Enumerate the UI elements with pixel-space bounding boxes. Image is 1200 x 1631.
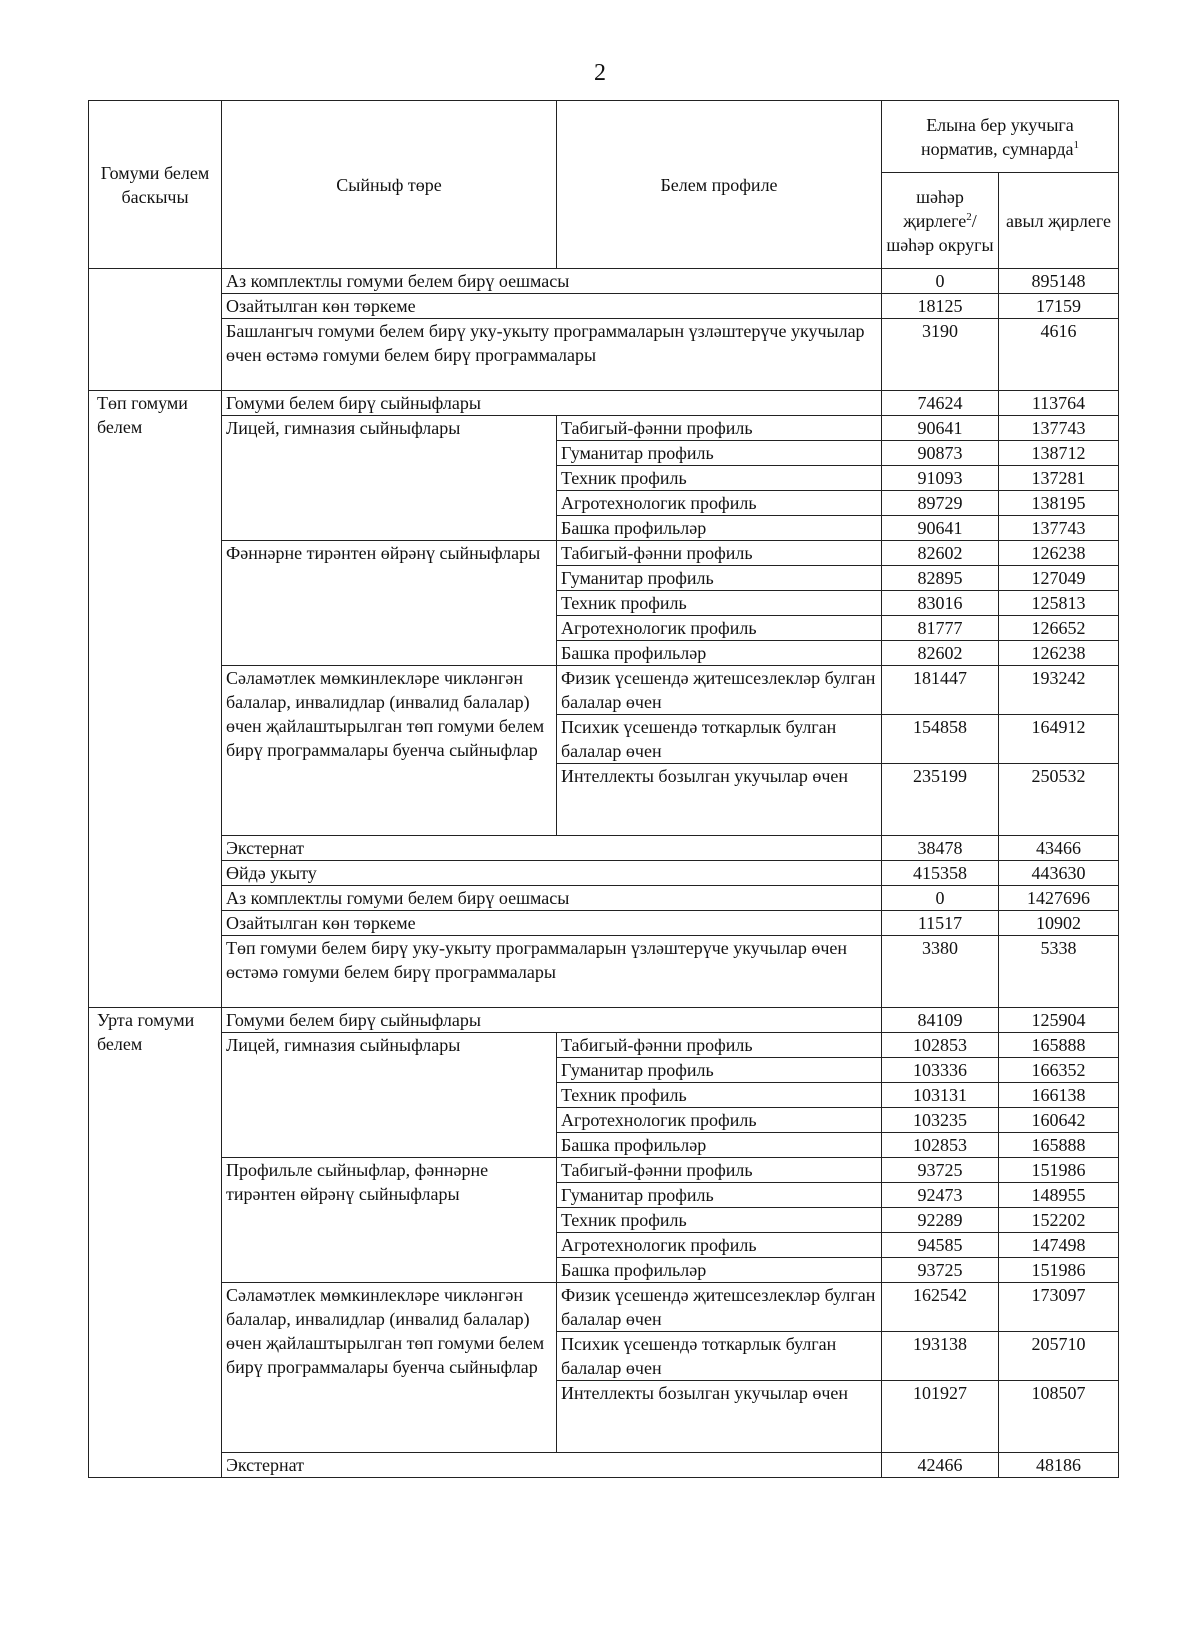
table-row xyxy=(89,1158,1119,1183)
rural-value: 126652 xyxy=(999,616,1119,641)
table-row xyxy=(89,1033,1119,1058)
urban-value: 154858 xyxy=(882,715,999,764)
header-profile: Белем профиле xyxy=(557,101,882,269)
rural-value: 164912 xyxy=(999,715,1119,764)
profile-cell: Агротехнологик профиль xyxy=(557,1233,882,1258)
class-type-cell: Лицей, гимназия сыйныфлары xyxy=(222,1033,557,1158)
urban-value: 90641 xyxy=(882,416,999,441)
profile-cell: Башка профильләр xyxy=(557,1258,882,1283)
profile-cell: Табигый-фәнни профиль xyxy=(557,416,882,441)
rural-value: 43466 xyxy=(999,836,1119,861)
table-row xyxy=(89,1008,1119,1033)
profile-cell: Табигый-фәнни профиль xyxy=(557,541,882,566)
rural-value: 166138 xyxy=(999,1083,1119,1108)
urban-value: 82602 xyxy=(882,641,999,666)
rural-value: 137743 xyxy=(999,416,1119,441)
table-row xyxy=(89,391,1119,416)
rural-value: 126238 xyxy=(999,541,1119,566)
urban-value: 415358 xyxy=(882,861,999,886)
rural-value: 165888 xyxy=(999,1033,1119,1058)
profile-cell: Техник профиль xyxy=(557,591,882,616)
header-norm xyxy=(882,101,1119,173)
profile-cell: Интеллекты бозылган укучылар өчен xyxy=(557,1381,882,1453)
rural-value: 193242 xyxy=(999,666,1119,715)
profile-cell: Гуманитар профиль xyxy=(557,1058,882,1083)
rural-value: 895148 xyxy=(999,269,1119,294)
rural-value: 166352 xyxy=(999,1058,1119,1083)
rural-value: 138712 xyxy=(999,441,1119,466)
profile-cell: Агротехнологик профиль xyxy=(557,491,882,516)
table-row xyxy=(89,836,1119,861)
rural-value: 148955 xyxy=(999,1183,1119,1208)
rural-value: 250532 xyxy=(999,764,1119,836)
profile-cell: Табигый-фәнни профиль xyxy=(557,1158,882,1183)
class-type-cell: Гомуми белем бирү сыйныфлары xyxy=(222,391,882,416)
urban-value: 93725 xyxy=(882,1158,999,1183)
class-type-cell: Экстернат xyxy=(222,1453,882,1478)
class-type-cell: Профильле сыйныфлар, фәннәрне тирәнтен өйрәнү сыйныфлары xyxy=(222,1158,557,1283)
rural-value: 138195 xyxy=(999,491,1119,516)
rural-value: 127049 xyxy=(999,566,1119,591)
header-class-type: Сыйныф төре xyxy=(222,101,557,269)
class-type-cell: Сәламәтлек мөмкинлекләре чикләнгән балалар, инвалидлар (инвалид балалар) өчен җайлаштырылган төп гомуми белем бирү программалары буенча сыйныфлар xyxy=(222,1283,557,1453)
profile-cell: Психик үсешендә тоткарлык булган балалар өчен xyxy=(557,715,882,764)
urban-value: 235199 xyxy=(882,764,999,836)
rural-value: 151986 xyxy=(999,1158,1119,1183)
header-rural: авыл җирлеге xyxy=(999,173,1119,269)
urban-value: 90641 xyxy=(882,516,999,541)
class-type-cell: Аз комплектлы гомуми белем бирү оешмасы xyxy=(222,886,882,911)
class-type-cell: Өйдә укыту xyxy=(222,861,882,886)
urban-value: 94585 xyxy=(882,1233,999,1258)
profile-cell: Техник профиль xyxy=(557,1208,882,1233)
rural-value: 126238 xyxy=(999,641,1119,666)
profile-cell: Башка профильләр xyxy=(557,641,882,666)
profile-cell: Психик үсешендә тоткарлык булган балалар өчен xyxy=(557,1332,882,1381)
urban-value: 103235 xyxy=(882,1108,999,1133)
rural-value: 17159 xyxy=(999,294,1119,319)
rural-value: 151986 xyxy=(999,1258,1119,1283)
urban-value: 181447 xyxy=(882,666,999,715)
rural-value: 125904 xyxy=(999,1008,1119,1033)
urban-value: 74624 xyxy=(882,391,999,416)
urban-value: 102853 xyxy=(882,1133,999,1158)
urban-value: 102853 xyxy=(882,1033,999,1058)
profile-cell: Гуманитар профиль xyxy=(557,566,882,591)
urban-value: 3190 xyxy=(882,319,999,391)
rural-value: 125813 xyxy=(999,591,1119,616)
class-type-cell: Сәламәтлек мөмкинлекләре чикләнгән балалар, инвалидлар (инвалид балалар) өчен җайлаштырылган төп гомуми белем бирү программалары буенча сыйныфлар xyxy=(222,666,557,836)
table-row xyxy=(89,666,1119,715)
class-type-cell: Төп гомуми белем бирү уку-укыту программаларын үзләштерүче укучылар өчен өстәмә гомуми белем бирү программалары xyxy=(222,936,882,1008)
rural-value: 152202 xyxy=(999,1208,1119,1233)
level-cell: Төп гомуми белем xyxy=(89,391,222,1008)
urban-value: 82602 xyxy=(882,541,999,566)
urban-value: 38478 xyxy=(882,836,999,861)
urban-value: 101927 xyxy=(882,1381,999,1453)
profile-cell: Гуманитар профиль xyxy=(557,1183,882,1208)
table-row xyxy=(89,1283,1119,1332)
urban-value: 193138 xyxy=(882,1332,999,1381)
profile-cell: Физик үсешендә җитешсезлекләр булган балалар өчен xyxy=(557,1283,882,1332)
urban-value: 92473 xyxy=(882,1183,999,1208)
rural-value: 108507 xyxy=(999,1381,1119,1453)
table-row xyxy=(89,1453,1119,1478)
urban-value: 42466 xyxy=(882,1453,999,1478)
rural-value: 443630 xyxy=(999,861,1119,886)
rural-value: 4616 xyxy=(999,319,1119,391)
urban-value: 90873 xyxy=(882,441,999,466)
profile-cell: Башка профильләр xyxy=(557,1133,882,1158)
table-row xyxy=(89,294,1119,319)
table-row xyxy=(89,269,1119,294)
footnote-1: 1 xyxy=(1073,138,1080,151)
header-urban-a: шәһәр җирлеге xyxy=(903,186,967,231)
rural-value: 113764 xyxy=(999,391,1119,416)
urban-value: 0 xyxy=(882,886,999,911)
urban-value: 3380 xyxy=(882,936,999,1008)
urban-value: 92289 xyxy=(882,1208,999,1233)
urban-value: 0 xyxy=(882,269,999,294)
page-number: 2 xyxy=(594,60,606,86)
urban-value: 103336 xyxy=(882,1058,999,1083)
header-norm-text: Елына бер укучыга норматив, сумнарда xyxy=(920,114,1074,159)
table-row xyxy=(89,319,1119,391)
level-cell: Урта гомуми белем xyxy=(89,1008,222,1478)
table-row xyxy=(89,416,1119,441)
profile-cell: Табигый-фәнни профиль xyxy=(557,1033,882,1058)
urban-value: 89729 xyxy=(882,491,999,516)
header-urban-b: / шәһәр округы xyxy=(886,210,994,255)
table-row xyxy=(89,886,1119,911)
header-row xyxy=(89,101,1119,173)
rural-value: 137281 xyxy=(999,466,1119,491)
class-type-cell: Озайтылган көн төркеме xyxy=(222,294,882,319)
profile-cell: Гуманитар профиль xyxy=(557,441,882,466)
footnote-2: 2 xyxy=(966,210,972,223)
rural-value: 48186 xyxy=(999,1453,1119,1478)
urban-value: 82895 xyxy=(882,566,999,591)
rural-value: 137743 xyxy=(999,516,1119,541)
class-type-cell: Экстернат xyxy=(222,836,882,861)
class-type-cell: Озайтылган көн төркеме xyxy=(222,911,882,936)
class-type-cell: Фәннәрне тирәнтен өйрәнү сыйныфлары xyxy=(222,541,557,666)
urban-value: 162542 xyxy=(882,1283,999,1332)
class-type-cell: Лицей, гимназия сыйныфлары xyxy=(222,416,557,541)
rural-value: 1427696 xyxy=(999,886,1119,911)
header-level: Гомуми белем баскычы xyxy=(89,101,222,269)
urban-value: 91093 xyxy=(882,466,999,491)
urban-value: 11517 xyxy=(882,911,999,936)
urban-value: 81777 xyxy=(882,616,999,641)
table-row xyxy=(89,541,1119,566)
class-type-cell: Гомуми белем бирү сыйныфлары xyxy=(222,1008,882,1033)
normative-table xyxy=(88,100,1119,1478)
urban-value: 93725 xyxy=(882,1258,999,1283)
profile-cell: Башка профильләр xyxy=(557,516,882,541)
urban-value: 83016 xyxy=(882,591,999,616)
rural-value: 5338 xyxy=(999,936,1119,1008)
rural-value: 10902 xyxy=(999,911,1119,936)
profile-cell: Техник профиль xyxy=(557,466,882,491)
rural-value: 165888 xyxy=(999,1133,1119,1158)
urban-value: 84109 xyxy=(882,1008,999,1033)
table-row xyxy=(89,911,1119,936)
urban-value: 103131 xyxy=(882,1083,999,1108)
table-row xyxy=(89,936,1119,1008)
profile-cell: Техник профиль xyxy=(557,1083,882,1108)
profile-cell: Интеллекты бозылган укучылар өчен xyxy=(557,764,882,836)
profile-cell: Агротехнологик профиль xyxy=(557,616,882,641)
urban-value: 18125 xyxy=(882,294,999,319)
profile-cell: Физик үсешендә җитешсезлекләр булган балалар өчен xyxy=(557,666,882,715)
class-type-cell: Аз комплектлы гомуми белем бирү оешмасы xyxy=(222,269,882,294)
rural-value: 173097 xyxy=(999,1283,1119,1332)
rural-value: 160642 xyxy=(999,1108,1119,1133)
level-cell-empty xyxy=(89,269,222,391)
header-urban xyxy=(882,173,999,269)
profile-cell: Агротехнологик профиль xyxy=(557,1108,882,1133)
table-row xyxy=(89,861,1119,886)
rural-value: 147498 xyxy=(999,1233,1119,1258)
class-type-cell: Башлангыч гомуми белем бирү уку-укыту программаларын үзләштерүче укучылар өчен өстәмә гомуми белем бирү программалары xyxy=(222,319,882,391)
rural-value: 205710 xyxy=(999,1332,1119,1381)
